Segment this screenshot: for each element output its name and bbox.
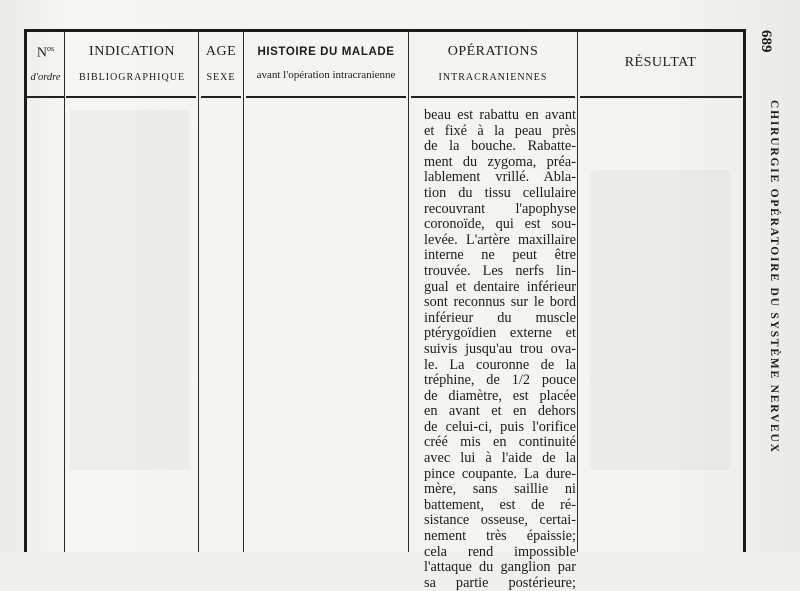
- column-divider: [64, 31, 65, 552]
- running-head: CHIRURGIE OPÉRATOIRE DU SYSTÈME NERVEUX: [768, 100, 780, 454]
- operations-text-line: l'attaque du ganglion par: [424, 559, 576, 576]
- header-indication-sub: BIBLIOGRAPHIQUE: [78, 72, 186, 83]
- operations-text: [424, 108, 576, 591]
- header-resultat-main: RÉSULTAT: [624, 55, 697, 70]
- operations-text-line: de diamètre, est placée: [424, 387, 576, 404]
- column-divider: [408, 31, 409, 552]
- header-histoire-sub: avant l'opération intracranienne: [256, 69, 396, 81]
- operations-text-line: trouvée. Les nerfs lin-: [424, 262, 576, 279]
- header-indication-main: INDICATION: [89, 44, 175, 59]
- operations-text-line: avec lui à l'aide de la: [424, 450, 576, 467]
- header-age-main: AGE: [205, 44, 237, 59]
- column-divider: [243, 31, 244, 552]
- operations-text-line: recouvrant l'apophyse: [424, 200, 576, 217]
- header-histoire: [244, 46, 408, 108]
- show-through-left: [70, 110, 190, 470]
- operations-text-line: levée. L'artère maxillaire: [424, 231, 576, 248]
- operations-text-line: beau est rabattu en avant: [424, 107, 576, 123]
- header-operations-sub: INTRACRANIENNES: [438, 72, 548, 83]
- operations-text-line: sistance osseuse, certai-: [424, 512, 576, 529]
- operations-text-line: en avant et en dehors: [424, 403, 576, 420]
- table-top-rule: [24, 29, 746, 32]
- operations-text-line: nement très épaissie;: [424, 528, 576, 545]
- operations-text-line: créé mis en continuité: [424, 434, 576, 451]
- operations-text-line: tréphine, de 1/2 pouce: [424, 372, 576, 389]
- table-right-rule: [743, 30, 746, 552]
- column-divider: [198, 31, 199, 552]
- operations-text-line: cela rend impossible: [424, 543, 576, 560]
- operations-text-line: sa partie postérieure;: [424, 574, 576, 591]
- operations-text-line: mère, sans saillie ni: [424, 481, 576, 498]
- operations-text-line: le. La couronne de la: [424, 356, 576, 373]
- operations-text-line: lablement vrillé. Abla-: [424, 169, 576, 186]
- header-operations-main: OPÉRATIONS: [447, 44, 539, 59]
- header-histoire-main: HISTOIRE DU MALADE: [257, 46, 395, 58]
- operations-text-line: de celui-ci, puis l'orifice: [424, 418, 576, 435]
- header-age: [199, 44, 243, 106]
- table-left-rule: [24, 30, 27, 552]
- header-resultat: [578, 55, 743, 117]
- operations-text-line: coronoïde, qui est sou-: [424, 216, 576, 233]
- header-nos-sub: d'ordre: [30, 71, 61, 83]
- operations-text-line: suivis jusqu'au trou ova-: [424, 340, 576, 357]
- operations-text-line: inférieur du muscle: [424, 309, 576, 326]
- header-operations: [409, 44, 577, 106]
- operations-text-line: pince coupante. La dure-: [424, 465, 576, 482]
- page-number: 689: [758, 30, 774, 53]
- operations-text-line: interne ne peut être: [424, 247, 576, 264]
- operations-text-line: et fixé à la peau près: [424, 122, 576, 139]
- operations-text-line: ment du zygoma, préa-: [424, 153, 576, 170]
- operations-text-line: tion du tissu cellulaire: [424, 184, 576, 201]
- operations-text-line: de la bouche. Rabatte-: [424, 138, 576, 155]
- operations-text-line: ptérygoïdien externe et: [424, 325, 576, 342]
- operations-text-line: battement, est de ré-: [424, 496, 576, 513]
- operations-text-line: gual et dentaire inférieur: [424, 278, 576, 295]
- header-indication: [66, 44, 198, 106]
- header-nos: [27, 44, 64, 106]
- operations-text-line: sont reconnus sur le bord: [424, 294, 576, 311]
- show-through-right: [590, 170, 730, 470]
- header-nos-main: $N^{os}$: [36, 44, 55, 61]
- header-age-sub: SEXE: [206, 72, 236, 83]
